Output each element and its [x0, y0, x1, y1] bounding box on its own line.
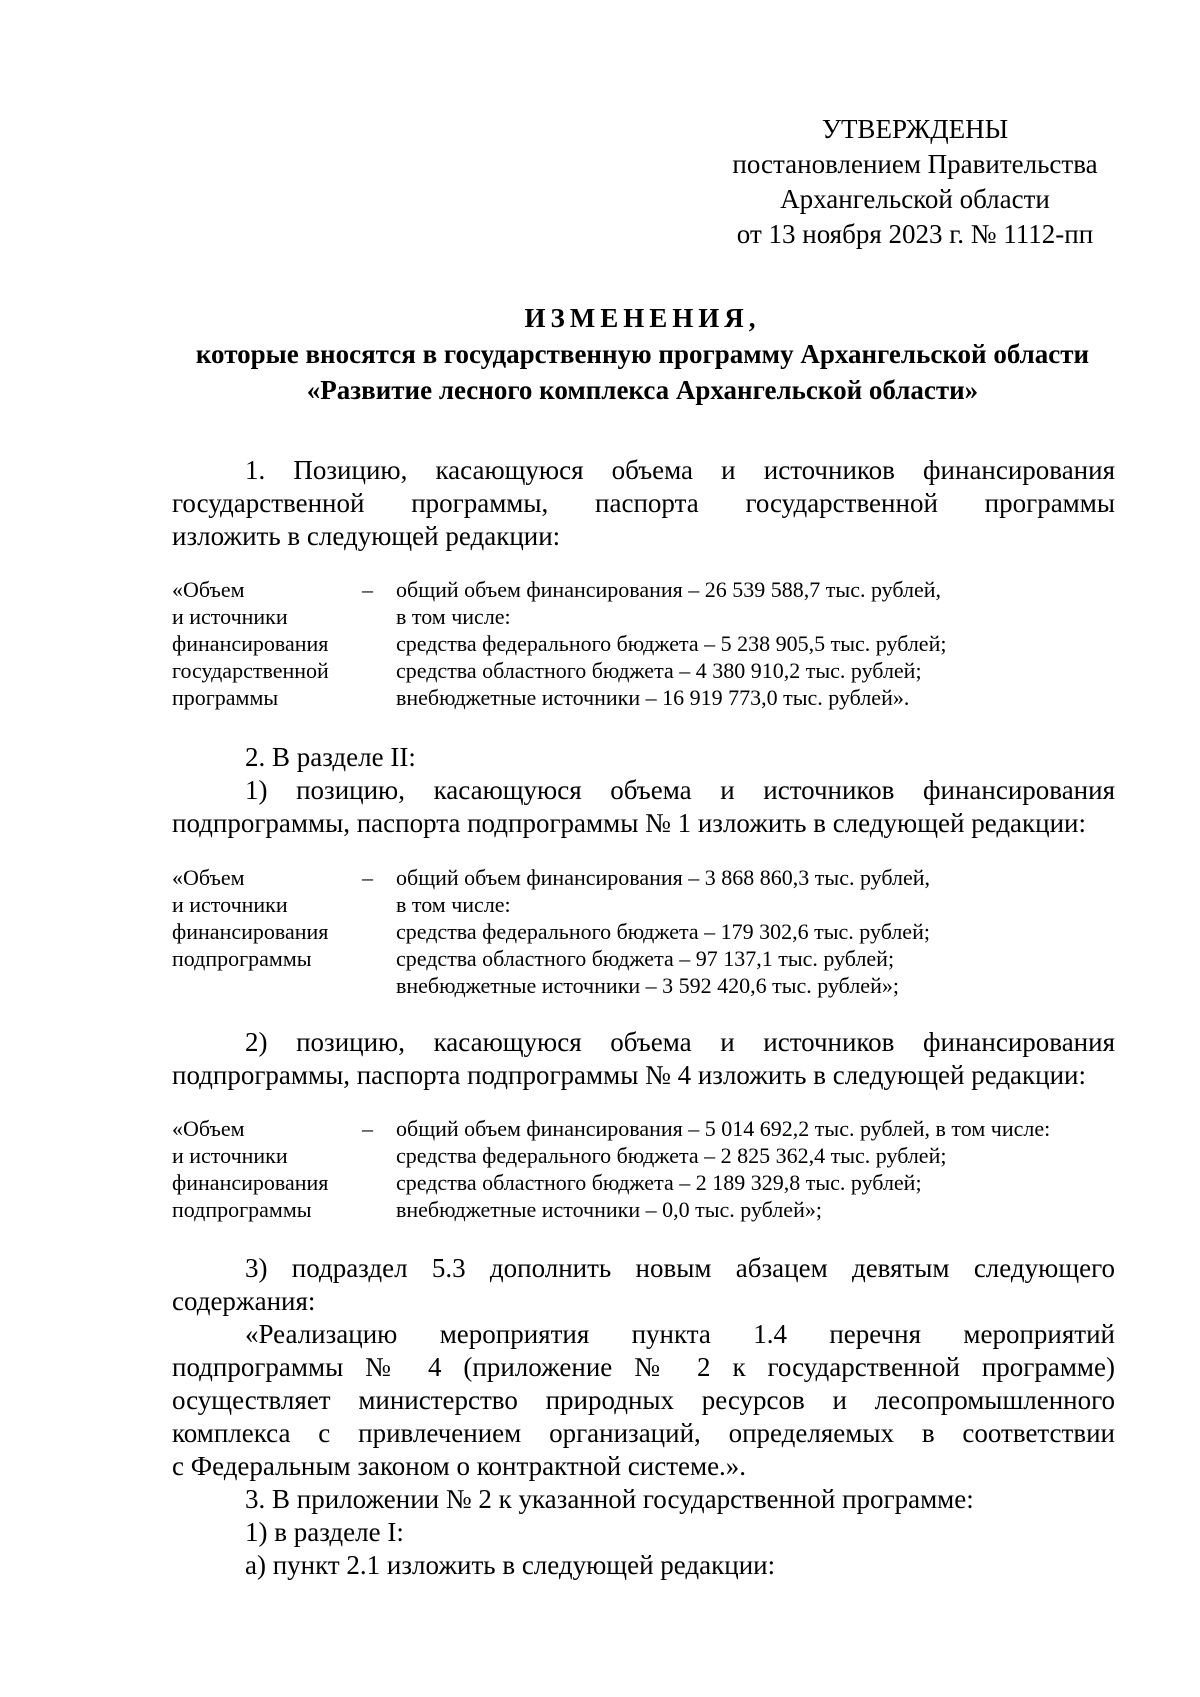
paragraph-item-2-3	[172, 1252, 1115, 1318]
approval-stamp	[700, 112, 1130, 252]
label-line: и источники	[172, 892, 288, 917]
paragraph-item-2-2	[172, 1026, 1115, 1092]
dash-separator: –	[362, 577, 373, 602]
document-title	[170, 300, 1115, 408]
label-line: «Объем	[172, 577, 245, 602]
title-subtitle: которые вносятся в государственную программу Архангельской области	[195, 339, 1090, 369]
value-line: средства областного бюджета – 4 380 910,2 тыс. рублей;	[396, 658, 922, 683]
text-line: 3) подраздел 5.3 дополнить новым абзацем девятым следующего	[245, 1253, 1115, 1283]
label-line: государственной	[172, 658, 329, 683]
financing-values	[396, 864, 1126, 999]
label-line: финансирования	[172, 1170, 329, 1195]
financing-values	[396, 1115, 1126, 1223]
quoted-paragraph	[172, 1318, 1115, 1483]
text-line: содержания:	[172, 1286, 316, 1316]
value-line: внебюджетные источники – 16 919 773,0 тыс. рублей».	[396, 685, 910, 710]
financing-values	[396, 576, 1126, 711]
text-line: государственной программы, паспорта государственной программы	[172, 488, 1115, 518]
text-line: 1) позицию, касающуюся объема и источников финансирования	[245, 775, 1115, 805]
title-main: ИЗМЕНЕНИЯ,	[524, 303, 761, 333]
text-line: осуществляет министерство природных ресурсов и лесопромышленного	[172, 1385, 1115, 1415]
text-line: комплекса с привлечением организаций, определяемых в соответствии	[172, 1418, 1115, 1448]
value-line: внебюджетные источники – 0,0 тыс. рублей»;	[396, 1197, 822, 1222]
label-line: и источники	[172, 604, 288, 629]
label-line: финансирования	[172, 631, 329, 656]
label-line: подпрограммы	[172, 1197, 312, 1222]
label-line: «Объем	[172, 1116, 245, 1141]
subitem-line: а) пункт 2.1 изложить в следующей редакции:	[245, 1550, 776, 1580]
approval-line: от 13 ноября 2023 г. № 1112-пп	[736, 219, 1094, 249]
text-line: 2) позицию, касающуюся объема и источников финансирования	[245, 1027, 1115, 1057]
section-header: 3. В приложении № 2 к указанной государственной программе:	[245, 1484, 974, 1514]
value-line: общий объем финансирования – 5 014 692,2 тыс. рублей, в том числе:	[396, 1116, 1051, 1141]
subitem-line: 1) в разделе I:	[245, 1517, 404, 1547]
approval-line: УТВЕРЖДЕНЫ	[821, 114, 1009, 144]
text-line: подпрограммы, паспорта подпрограммы № 1 изложить в следующей редакции:	[172, 808, 1087, 838]
value-line: в том числе:	[396, 604, 511, 629]
value-line: в том числе:	[396, 892, 511, 917]
value-line: средства федерального бюджета – 2 825 362,4 тыс. рублей;	[396, 1143, 947, 1168]
text-line: «Реализацию мероприятия пункта 1.4 перечня мероприятий	[245, 1319, 1115, 1349]
paragraph-item-2-1	[172, 774, 1115, 840]
text-line: 1. Позицию, касающуюся объема и источников финансирования	[245, 455, 1115, 485]
paragraph-item-1	[172, 454, 1115, 553]
section-header: 2. В разделе II:	[245, 742, 416, 772]
financing-block-1	[172, 576, 1122, 716]
dash-separator: –	[362, 1116, 373, 1141]
value-line: средства федерального бюджета – 179 302,6 тыс. рублей;	[396, 919, 930, 944]
value-line: внебюджетные источники – 3 592 420,6 тыс. рублей»;	[396, 973, 899, 998]
text-line: изложить в следующей редакции:	[172, 521, 561, 551]
financing-label	[172, 576, 352, 711]
label-line: финансирования	[172, 919, 329, 944]
financing-block-3	[172, 1115, 1122, 1227]
value-line: общий объем финансирования – 3 868 860,3 тыс. рублей,	[396, 865, 931, 890]
label-line: и источники	[172, 1143, 288, 1168]
text-line: подпрограммы № 4 (приложение № 2 к государственной программе)	[172, 1352, 1115, 1382]
value-line: средства областного бюджета – 97 137,1 тыс. рублей;	[396, 946, 895, 971]
text-line: подпрограммы, паспорта подпрограммы № 4 изложить в следующей редакции:	[172, 1060, 1087, 1090]
value-line: общий объем финансирования – 26 539 588,7 тыс. рублей,	[396, 577, 942, 602]
approval-line: Архангельской области	[780, 184, 1050, 214]
label-line: подпрограммы	[172, 946, 312, 971]
label-line: «Объем	[172, 865, 245, 890]
financing-label	[172, 864, 352, 972]
title-subtitle: «Развитие лесного комплекса Архангельской области»	[306, 375, 979, 405]
dash-separator: –	[362, 865, 373, 890]
value-line: средства федерального бюджета – 5 238 905,5 тыс. рублей;	[396, 631, 947, 656]
financing-label	[172, 1115, 352, 1223]
value-line: средства областного бюджета – 2 189 329,8 тыс. рублей;	[396, 1170, 922, 1195]
label-line: программы	[172, 685, 279, 710]
approval-line: постановлением Правительства	[732, 149, 1098, 179]
text-line: с Федеральным законом о контрактной системе.».	[172, 1451, 747, 1481]
financing-block-2	[172, 864, 1122, 1004]
